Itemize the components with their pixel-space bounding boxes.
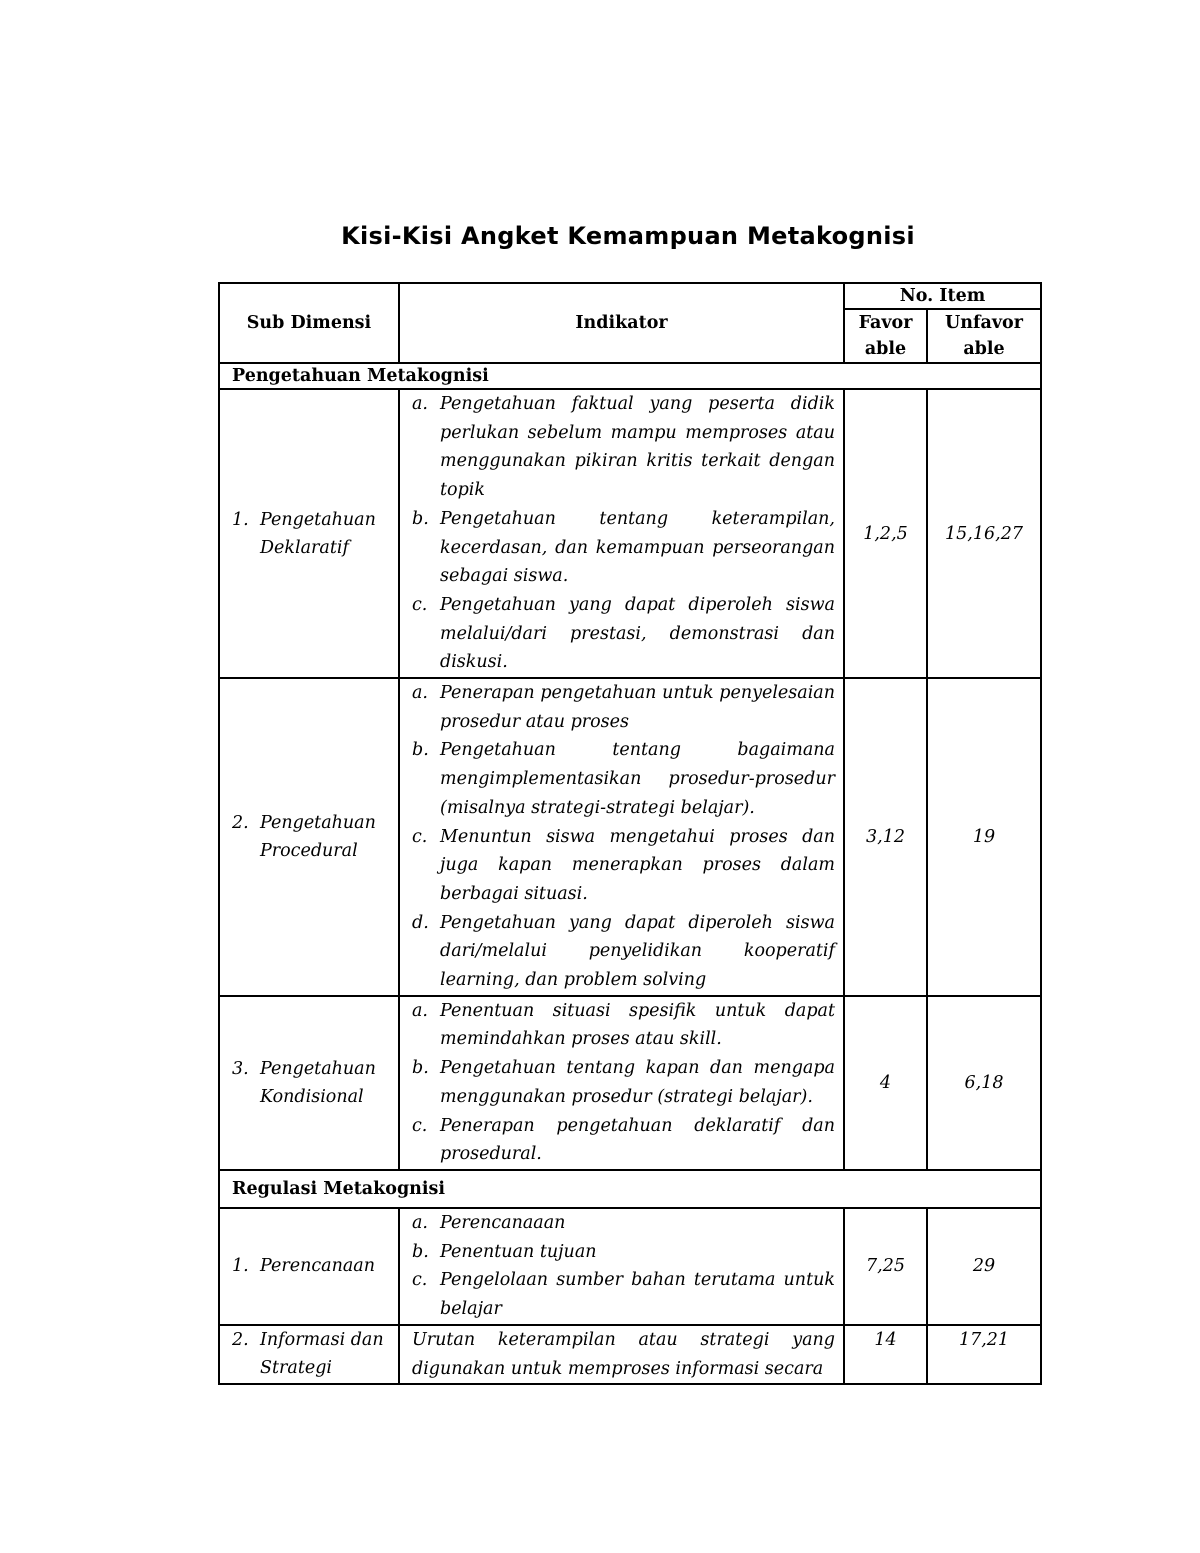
header-favorable-line-1: Favor — [858, 313, 913, 333]
unfavorable-cell: 6,18 — [927, 996, 1041, 1170]
indikator-cell — [399, 389, 844, 678]
sub-dimensi-name: Pengetahuan — [260, 812, 376, 833]
sub-dimensi-cell — [219, 1208, 399, 1325]
section-title: Pengetahuan Metakognisi — [219, 363, 1041, 389]
table-row — [219, 389, 1041, 678]
item-marker: d. — [412, 912, 429, 933]
item-text: Penerapan pengetahuan untuk penyelesaian prosedur atau proses — [440, 683, 835, 732]
item-text: Pengetahuan tentang keterampilan, kecerdasan, dan kemampuan perseorangan sebagai siswa. — [440, 508, 835, 587]
sub-dimensi-name: Perencanaan — [260, 1256, 375, 1277]
table-row — [219, 1325, 1041, 1384]
header-unfavorable-line-2: able — [963, 339, 1005, 359]
indikator-item — [412, 997, 835, 1054]
indikator-list — [412, 997, 835, 1169]
item-text: Perencanaaan — [440, 1212, 566, 1233]
indikator-cell — [399, 1208, 844, 1325]
sub-dimensi-number: 2. — [232, 1329, 249, 1350]
indikator-list — [412, 679, 835, 995]
item-marker: c. — [412, 1270, 428, 1291]
sub-dimensi-number: 2. — [232, 812, 249, 833]
sub-dimensi-name: Pengetahuan — [260, 1058, 376, 1079]
sub-dimensi-name-cont: Strategi — [260, 1357, 333, 1378]
item-text: Penentuan tujuan — [440, 1241, 597, 1262]
item-marker: b. — [412, 1058, 429, 1079]
indikator-paragraph: Urutan keterampilan atau strategi yang digunakan untuk memproses informasi secara — [412, 1329, 835, 1379]
indikator-item — [412, 1209, 835, 1238]
item-marker: b. — [412, 508, 429, 529]
sub-dimensi-cell — [219, 1325, 399, 1384]
header-favorable-line-2: able — [864, 339, 907, 359]
item-marker: b. — [412, 740, 429, 761]
indikator-item — [412, 505, 835, 591]
item-marker: a. — [412, 394, 428, 414]
indikator-item — [412, 1238, 835, 1267]
item-marker: a. — [412, 1000, 428, 1021]
unfavorable-cell: 19 — [927, 678, 1041, 996]
header-no-item: No. Item — [844, 283, 1041, 309]
page-title: Kisi-Kisi Angket Kemampuan Metakognisi — [341, 222, 915, 250]
kisi-kisi-table — [218, 282, 1042, 1385]
indikator-item — [412, 1054, 835, 1111]
table-row — [219, 996, 1041, 1170]
indikator-list — [412, 390, 835, 677]
favorable-cell: 1,2,5 — [844, 389, 927, 678]
item-text: Penentuan situasi spesifik untuk dapat memindahkan proses atau skill. — [440, 1000, 835, 1050]
header-favorable — [844, 309, 927, 363]
favorable-cell: 4 — [844, 996, 927, 1170]
header-unfavorable-line-1: Unfavor — [945, 313, 1023, 333]
item-text: Menuntun siswa mengetahui proses dan juga kapan menerapkan proses dalam berbagai situasi. — [440, 826, 835, 904]
favorable-cell: 14 — [844, 1325, 927, 1384]
indikator-item — [412, 1112, 835, 1169]
indikator-cell — [399, 1325, 844, 1384]
sub-dimensi-number: 3. — [232, 1058, 249, 1079]
section-title: Regulasi Metakognisi — [219, 1170, 1041, 1208]
item-marker: a. — [412, 1212, 428, 1233]
favorable-cell: 3,12 — [844, 678, 927, 996]
item-text: Pengetahuan yang dapat diperoleh siswa dari/melalui penyelidikan kooperatif learning, dan problem solving — [440, 912, 835, 991]
indikator-item — [412, 679, 835, 736]
unfavorable-cell: 17,21 — [927, 1325, 1041, 1384]
unfavorable-cell: 29 — [927, 1208, 1041, 1325]
sub-dimensi-name-cont: Kondisional — [260, 1086, 364, 1107]
table-row — [219, 1208, 1041, 1325]
unfavorable-cell: 15,16,27 — [927, 389, 1041, 678]
item-text: Pengetahuan faktual yang peserta didik perlukan sebelum mampu memproses atau menggunakan pikiran kritis terkait dengan topik — [440, 394, 835, 501]
sub-dimensi-name: Pengetahuan — [260, 509, 376, 530]
section-row — [219, 363, 1041, 389]
header-unfavorable — [927, 309, 1041, 363]
indikator-cell — [399, 678, 844, 996]
favorable-cell: 7,25 — [844, 1208, 927, 1325]
sub-dimensi-number: 1. — [232, 1256, 249, 1277]
item-text: Pengetahuan tentang bagaimana mengimplementasikan prosedur-prosedur (misalnya strategi-strategi belajar). — [440, 740, 835, 818]
indikator-item — [412, 736, 835, 822]
indikator-list — [412, 1209, 835, 1324]
item-text: Penerapan pengetahuan deklaratif dan prosedural. — [440, 1115, 835, 1165]
sub-dimensi-cell — [219, 389, 399, 678]
sub-dimensi-name-cont: Procedural — [260, 840, 358, 861]
item-marker: c. — [412, 826, 428, 847]
item-marker: c. — [412, 1115, 428, 1136]
sub-dimensi-cell — [219, 996, 399, 1170]
sub-dimensi-name: Informasi dan — [260, 1329, 384, 1350]
item-text: Pengelolaan sumber bahan terutama untuk belajar — [440, 1270, 835, 1320]
item-marker: a. — [412, 683, 428, 704]
indikator-item — [412, 909, 835, 995]
section-row — [219, 1170, 1041, 1208]
header-row-1 — [219, 283, 1041, 309]
sub-dimensi-name-cont: Deklaratif — [260, 537, 349, 558]
item-text: Pengetahuan tentang kapan dan mengapa menggunakan prosedur (strategi belajar). — [440, 1058, 835, 1107]
indikator-item — [412, 390, 835, 505]
header-indikator: Indikator — [399, 283, 844, 363]
item-text: Pengetahuan yang dapat diperoleh siswa melalui/dari prestasi, demonstrasi dan diskusi. — [440, 594, 835, 673]
indikator-item — [412, 823, 835, 909]
sub-dimensi-number: 1. — [232, 509, 249, 530]
item-marker: c. — [412, 594, 428, 615]
item-marker: b. — [412, 1241, 429, 1262]
table-row — [219, 678, 1041, 996]
indikator-item — [412, 1266, 835, 1323]
sub-dimensi-cell — [219, 678, 399, 996]
header-sub-dimensi: Sub Dimensi — [219, 283, 399, 363]
indikator-item — [412, 591, 835, 677]
indikator-cell — [399, 996, 844, 1170]
